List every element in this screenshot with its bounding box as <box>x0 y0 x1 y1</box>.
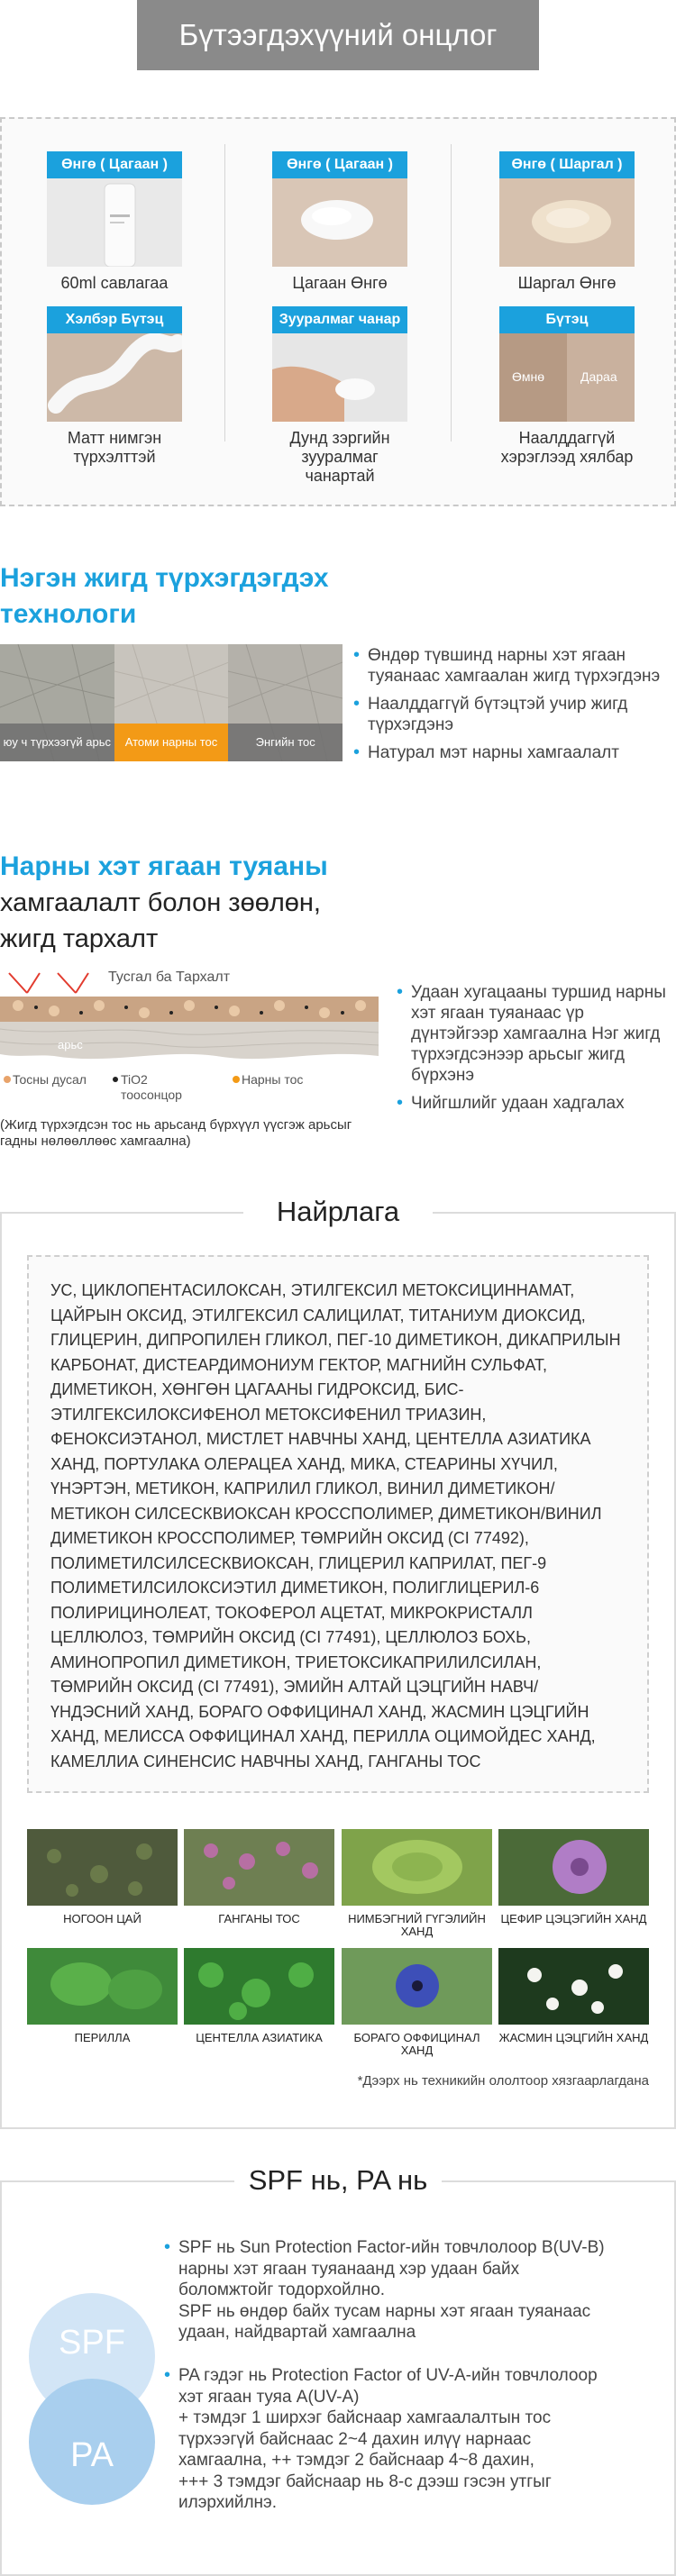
tech-bullet: • Натурал мэт нарны хамгаалалт <box>353 742 669 763</box>
herb-zephyr: ЦЕФИР ЦЭЦЭГИЙН ХАНД <box>498 1829 649 1925</box>
zephyr-image <box>498 1829 649 1906</box>
feature-caption: 60ml савлагаа <box>60 274 169 292</box>
pa-line: хамгаална, ++ тэмдэг 2 байснаар 4~8 дахин, <box>178 2451 534 2470</box>
diagram-reflection-label: Тусгал ба Тархалт <box>108 969 231 985</box>
feature-caption: Наалддаггүй хэрэглээд хялбар <box>500 429 634 466</box>
herb-perilla: ПЕРИЛЛА <box>27 1948 178 2044</box>
feature-card-finish <box>499 306 635 467</box>
ganga-image <box>184 1829 334 1906</box>
uv-diagram <box>0 966 388 1110</box>
adhesion-image <box>272 333 407 422</box>
pa-line: илэрхийлнэ. <box>178 2493 278 2512</box>
herb-lemon-balm: НИМБЭГНИЙ ГҮГЭЛИЙН ХАНД <box>342 1829 492 1938</box>
feature-tag: Өнгө ( Шаргал ) <box>499 151 635 178</box>
feature-card-white <box>272 151 407 293</box>
skin-cell-bare: юу ч түрхээгүй арьс <box>0 644 114 761</box>
texture-image <box>47 333 182 422</box>
spf-description <box>164 2237 669 2344</box>
pa-line: түрхээгүй байснаас 2~4 дахин илүү нарнаас <box>178 2429 532 2449</box>
borago-image <box>342 1948 492 2025</box>
ingredients-list: УС, ЦИКЛОПЕНТАСИЛОКСАН, ЭТИЛГЕКСИЛ МЕТОКСИЦИННАМАТ, ЦАЙРЫН ОКСИД, ЭТИЛГЕКСИЛ САЛИЦИЛАТ, ТИТАНИУМ ДИОКСИД, ГЛИЦЕРИН, ДИПРОПИЛЕН ГЛИКОЛ, ПЕГ-10 ДИМЕТИКОН, ДИКАПРИЛЫН КАРБОНАТ, ДИСТЕАРДИМОНИУМ ГЕКТОР, МАГНИЙН СУЛЬФАТ, ДИМЕТИКОН, ХӨНГӨН ЦАГААНЫ ГИДРОКСИД, БИС-ЭТИЛГЕКСИЛОКСИФЕНОЛ МЕТОКСИФЕНИЛ ТРИАЗИН, ФЕНОКСИЭТАНОЛ, МИСТЛЕТ НАВЧНЫ ХАНД, ЦЕНТЕЛЛА АЗИАТИКА ХАНД, ПОРТУЛАКА ОЛЕРАЦЕА ХАНД, МИКА, СТЕАРИНЫ ХҮЧИЛ, ҮНЭРТЭН, МЕТИКОН, КАПРИЛИЛ ГЛИКОЛ, ВИНИЛ ДИМЕТИКОН/ МЕТИКОН СИЛСЕСКВИОКСАН КРОССПОЛИМЕР, ДИМЕТИКОН/ВИНИЛ ДИМЕТИКОН КРОССПОЛИМЕР, ТӨМРИЙН ОКСИД (CI 77492), ПОЛИМЕТИЛСИЛСЕСКВИОКСАН, ГЛИЦЕРИЛ КАПРИЛАТ, ПЕГ-9 ПОЛИМЕТИЛСИЛОКСИЭТИЛ ДИМЕТИКОН, ПОЛИГЛИЦЕРИЛ-6 ПОЛИРИЦИНОЛЕАТ, ТОКОФЕРОЛ АЦЕТАТ, МИКРОКРИСТАЛЛ ЦЕЛЛЮЛОЗ, ТӨМРИЙН ОКСИД (CI 77491), ЦЕЛЛЮЛОЗ БОХЬ, АМИНОПРОПИЛ ДИМЕТИКОН, ТРИЕТОКСИКАПРИЛИЛСИЛАН, ТӨМРИЙН ОКСИД (CI 77491), ЭМИЙН АЛТАЙ ЦЭЦГИЙН НАВЧ/ ҮНДЭСНИЙ ХАНД, БОРАГО ОФФИЦИНАЛ ХАНД, ЖАСМИН ЦЭЦГИЙН ХАНД, МЕЛИССА ОФФИЦИНАЛ ХАНД, ПЕРИЛЛА ОЦИМОЙДЕС ХАНД, КАМЕЛЛИА СИНЕНСИС НАВЧНЫ ХАНД, ГАНГАНЫ ТОС <box>27 1255 649 1793</box>
spf-line: SPF нь өндөр байх тусам нарны хэт ягаан туяанаас <box>178 2301 591 2321</box>
feature-tag: Өнгө ( Цагаан ) <box>272 151 407 178</box>
herb-ganga: ГАНГАНЫ ТОС <box>184 1829 334 1925</box>
perilla-image <box>27 1948 178 2025</box>
tech-heading: Нэгэн жигд түрхэгдэгдэх технологи <box>0 563 329 629</box>
pa-line: • PA гэдэг нь Protection Factor of UV-A-ийн товчлолоор <box>164 2365 669 2387</box>
herb-borago: БОРАГО ОФФИЦИНАЛ ХАНД <box>342 1948 492 2057</box>
feature-tag: Хэлбэр Бүтэц <box>47 306 182 333</box>
spf-line: удаан, найдвартай хамгаална <box>178 2323 416 2342</box>
spf-title: SPF нь, PA нь <box>234 2160 442 2201</box>
tech-bullet: • Өндөр түвшинд нарны хэт ягаан туяанаас хамгаалан жигд түрхэгдэнэ <box>353 645 669 687</box>
feature-card-texture <box>47 306 182 467</box>
legend-sunscreen: Нарны тос <box>242 1072 304 1087</box>
pa-line: хэт ягаан туяа A(UV-A) <box>178 2387 360 2407</box>
ingredients-title: Найрлага <box>243 1191 433 1233</box>
uv-heading: Нарны хэт ягаан туяаны <box>0 851 328 881</box>
legend-tio2: TiO2 тоосонцор <box>121 1072 182 1102</box>
feature-caption: Дунд зэргийн зууралмаг чанартай <box>289 429 390 485</box>
jasmine-image <box>498 1948 649 2025</box>
skin-cell-regular: Энгийн тос <box>228 644 343 761</box>
feature-caption: Шаргал Өнгө <box>517 274 617 292</box>
skin-comparison-strip <box>0 644 343 761</box>
features-title-banner <box>137 0 539 70</box>
finish-image <box>499 333 635 422</box>
feature-tag: Бүтэц <box>499 306 635 333</box>
feature-caption: Цагаан Өнгө <box>292 274 388 292</box>
uv-bullet: • Чийгшлийг удаан хадгалах <box>397 1093 667 1114</box>
features-title: Бүтээгдэхүүний онцлог <box>178 18 498 51</box>
uv-footnote: (Жигд түрхэгдсэн тос нь арьсанд бүрхүүл үүсгэж арьсыг гадны нөлөөллөөс хамгаална) <box>0 1117 352 1149</box>
spf-line: боломжтойг тодорхойлно. <box>178 2280 386 2299</box>
tech-bullets <box>353 645 669 770</box>
feature-tag: Зууралмаг чанар <box>272 306 407 333</box>
feature-card-beige <box>499 151 635 293</box>
spf-line: нарны хэт ягаан туяанаанд хэр удаан байх <box>178 2259 520 2279</box>
feature-caption: Матт нимгэн түрхэлттэй <box>67 429 162 466</box>
pa-circle: PA <box>29 2379 155 2505</box>
uv-subheading: хамгаалалт болон зөөлөн, жигд тархалт <box>0 888 321 953</box>
pa-description <box>164 2365 669 2514</box>
tech-bullet: • Наалддаггүй бүтэцтэй учир жигд түрхэгдэнэ <box>353 694 669 735</box>
centella-image <box>184 1948 334 2025</box>
green-tea-image <box>27 1829 178 1906</box>
spf-line: • SPF нь Sun Protection Factor-ийн товчлолоор B(UV-B) <box>164 2237 669 2259</box>
diagram-skin-label: арьс <box>58 1038 83 1051</box>
herb-jasmine: ЖАСМИН ЦЭЦГИЙН ХАНД <box>498 1948 649 2044</box>
white-swatch-image <box>272 178 407 267</box>
ingredients-note: *Дээрх нь техникийн ололтоор хязгаарлагдана <box>357 2073 649 2089</box>
uv-bullet: • Удаан хугацааны туршид нарны хэт ягаан туяанаас үр дүнтэйгээр хамгаална Нэг жигд түрхэгдсэнээр арьсыг жигд бүрхэнэ <box>397 982 667 1086</box>
beige-swatch-image <box>499 178 635 267</box>
before-label: Өмнө <box>512 369 545 384</box>
herb-centella: ЦЕНТЕЛЛА АЗИАТИКА <box>184 1948 334 2044</box>
pa-line: + тэмдэг 1 ширхэг байснаар хамгаалалтын тос <box>178 2408 552 2427</box>
legend-oil-drop: Тосны дусал <box>13 1072 87 1087</box>
features-divider <box>451 144 452 441</box>
herb-green-tea: НОГООН ЦАЙ <box>27 1829 178 1925</box>
lemon-balm-image <box>342 1829 492 1906</box>
uv-bullets <box>397 982 667 1121</box>
package-image <box>47 178 182 267</box>
skin-cell-atomy: Атоми нарны тос <box>114 644 229 761</box>
features-divider <box>224 144 225 441</box>
feature-card-package <box>47 151 182 293</box>
feature-tag: Өнгө ( Цагаан ) <box>47 151 182 178</box>
pa-line: +++ 3 тэмдэг байснаар нь 8-с дээш гэсэн утгыг <box>178 2471 552 2491</box>
spf-circle: SPF <box>29 2293 155 2419</box>
feature-card-adhesion <box>272 306 407 486</box>
after-label: Дараа <box>580 369 617 384</box>
